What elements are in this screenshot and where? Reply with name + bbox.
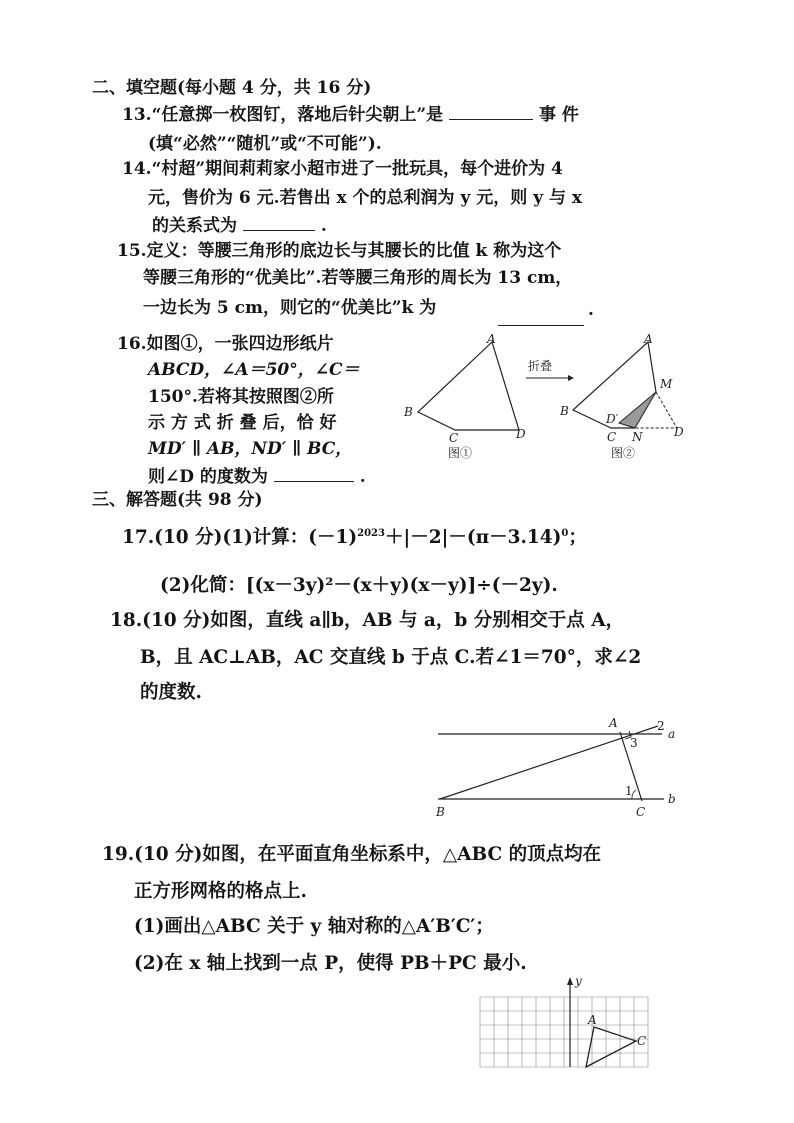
q13-line2: (填“必然”“随机”或“不可能”). [148,134,382,154]
section3-heading: 三、解答题(共 98 分) [92,490,263,510]
triangle-abc [586,1027,636,1067]
q15-line1: 15.定义：等腰三角形的底边长与其腰长的比值 k 称为这个 [117,241,562,261]
q14-answer-blank[interactable] [243,230,315,231]
label-d2: D [674,425,684,439]
fold-arrow [526,358,574,381]
q19-grid-figure [476,975,676,1070]
q16-line2: ABCD，∠A＝50°，∠C＝ [148,360,360,380]
label-angle3: 3 [630,736,638,750]
label-y: y [575,974,582,988]
figure-2 [559,332,684,460]
fold-label: 折叠 [528,359,553,373]
y-axis-arrow [567,977,573,985]
label-d: D [516,427,526,441]
label-a: A [609,716,618,730]
q17-line2: (2)化简：[(x－3y)²－(x＋y)(x－y)]÷(－2y). [160,575,558,596]
q15-line2: 等腰三角形的“优美比”.若等腰三角形的周长为 13 cm， [143,268,573,288]
q14-line1: 14.“村超”期间莉莉家小超市进了一批玩具，每个进价为 4 [122,159,563,179]
q13-text: 13.“任意掷一枚图钉，落地后针尖朝上”是 [122,105,444,125]
label-c: C [637,1034,647,1048]
label-c2: C [607,430,617,444]
caption-fig1: 图① [448,446,473,460]
grid-lines [480,997,648,1067]
q18-line2: B，且 AC⊥AB，AC 交直线 b 于点 C.若∠1＝70°，求∠2 [140,647,642,668]
q18-figure [432,715,692,820]
figure-1 [403,332,526,460]
q16-figure [398,330,688,465]
q17-line1 [122,529,587,548]
label-line-a: a [668,727,676,741]
label-n: N [632,430,643,444]
q14-text: 的关系式为 [152,216,237,236]
q16-line5: MD′ ∥ AB，ND′ ∥ BC， [148,439,353,459]
q15-line3-end: . [588,300,594,320]
q14-line2: 元，售价为 6 元.若售出 x 个的总利润为 y 元，则 y 与 x [148,188,583,208]
label-m: M [660,377,673,391]
q14-line3 [152,218,327,235]
label-b: B [436,805,445,819]
q16-line6 [148,469,366,486]
q17-exp-2: 0 [561,528,569,539]
label-c: C [449,431,459,445]
label-line-b: b [668,792,676,806]
label-a: A [588,1013,597,1027]
q19-line2: 正方形网格的格点上. [134,881,307,902]
q13-text-end: 事 件 [538,105,579,125]
q13-line1 [122,107,579,124]
label-a2: A [644,332,653,346]
q16-text: 则∠D 的度数为 [148,467,268,487]
label-b: B [404,405,413,419]
q18-line3: 的度数. [140,682,202,703]
q17-text-a: 17.(10 分)(1)计算：(－1) [122,527,358,549]
section2-heading: 二、填空题(每小题 4 分，共 16 分) [92,78,372,98]
label-a: A [487,332,496,346]
q16-answer-blank[interactable] [274,481,354,482]
q18-line1: 18.(10 分)如图，直线 a∥b，AB 与 a，b 分别相交于点 A， [110,610,625,631]
q19-line4: (2)在 x 轴上找到一点 P，使得 PB＋PC 最小. [134,953,527,974]
quad-abcd [418,342,519,430]
q19-line3: (1)画出△ABC 关于 y 轴对称的△A′B′C′； [134,916,494,937]
label-b2: B [560,404,569,418]
q17-exp-1: 2023 [357,528,385,539]
q16-line1: 16.如图①，一张四边形纸片 [117,334,334,354]
q17-text-c: ； [568,527,587,549]
label-d-prime: D′ [606,412,619,426]
folded-triangle [619,392,656,428]
q17-text-b: ＋|－2|－(π－3.14) [384,527,562,549]
label-c: C [636,805,646,819]
q15-answer-blank[interactable] [498,325,584,326]
label-angle2: 2 [657,719,665,733]
q16-line3: 150°.若将其按照图②所 [148,387,334,407]
q15-line3: 一边长为 5 cm，则它的“优美比”k 为 [143,298,437,318]
caption-fig2: 图② [611,446,636,460]
label-angle1: 1 [625,784,633,798]
q13-answer-blank[interactable] [449,119,533,120]
q16-text-end: . [359,467,366,487]
q16-line4: 示 方 式 折 叠 后，恰 好 [148,413,337,433]
q14-text-end: . [320,216,327,236]
q19-line1: 19.(10 分)如图，在平面直角坐标系中，△ABC 的顶点均在 [102,844,602,865]
